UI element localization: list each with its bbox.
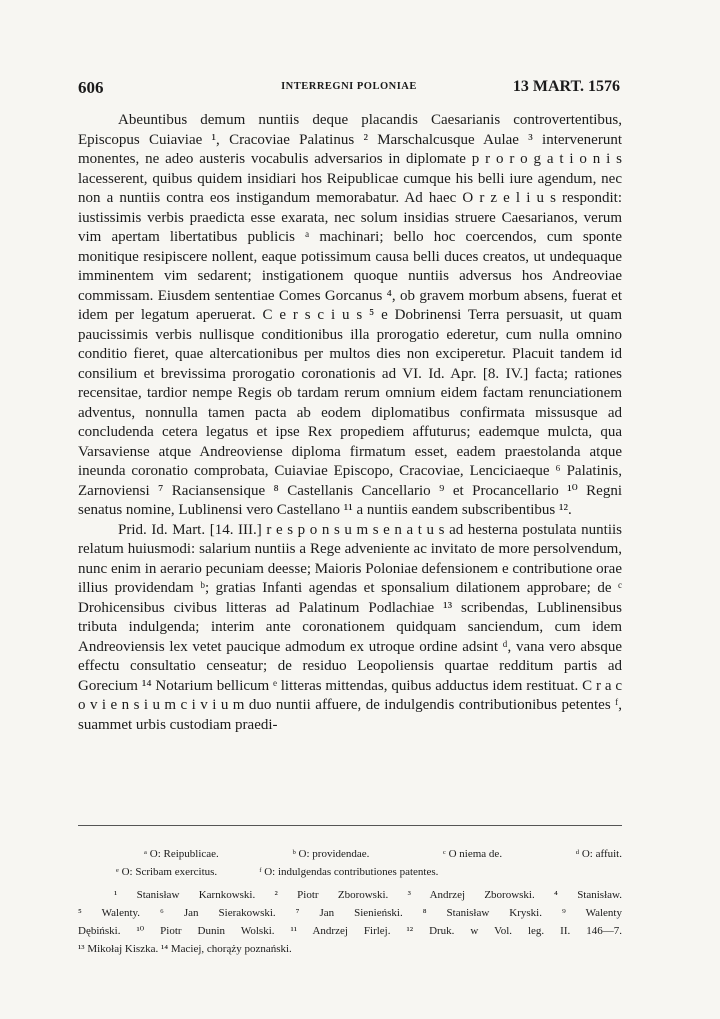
note-e: ᵉ O: Scribam exercitus. xyxy=(116,866,218,878)
note-b: ᵇ O: providendae. xyxy=(292,848,370,860)
footnote-line: Dębiński. ¹⁰ Piotr Dunin Wolski. ¹¹ Andrzej Firlej. ¹² Druk. w Vol. leg. II. 146—7. xyxy=(78,925,622,937)
identification-notes xyxy=(78,886,622,958)
textual-notes-row xyxy=(96,845,622,863)
paragraph-2: Prid. Id. Mart. [14. III.] r e s p o n s u m s e n a t u s ad hesterna postulata nuntiis relatum huiusmodi: salarium nuntiis a Rege adveniente ac invitato de more persolvendum, nunc enim in aerario pecuniam deesse; Maioris Poloniae defensionem e contributione orae illius providendam ᵇ; gratias Infanti agendas et sponsalium dilationem approbare; de ᶜ Drohicensibus civibus litteras ad Palatinum Podlachiae ¹³ scribendas, Lublinensibus tributa indulgenda; interim ante coronationem quidquam sanciendum, cum idem Andreoviensis lex vetet paucique admodum ex utroque ordine adsint ᵈ, vana vero absque effectu consultatio censeatur; de residuo Leopoliensis quartae redditum partis ad Gorecium ¹⁴ Notarium bellicum ᵉ litteras mittendas, quibus adductus idem restituat. C r a c o v i e n s i u m c i v i u m duo nuntii affuere, de indulgendis contributionibus petentes ᶠ, suammet urbis custodiam praedi- xyxy=(78,521,622,733)
footnote-line: ⁵ Walenty. ⁶ Jan Sierakowski. ⁷ Jan Sienieński. ⁸ Stanisław Kryski. ⁹ Walenty xyxy=(78,907,622,919)
note-d: ᵈ O: affuit. xyxy=(575,848,622,860)
footnote-divider xyxy=(78,825,622,826)
footnote-line: ¹ Stanisław Karnkowski. ² Piotr Zborowski. ³ Andrzej Zborowski. ⁴ Stanisław. xyxy=(114,889,622,901)
header-date: 13 MART. 1576 xyxy=(512,78,620,95)
footnote-line: ¹³ Mikołaj Kiszka. ¹⁴ Maciej, chorąży poznański. xyxy=(78,943,292,955)
note-f: ᶠ O: indulgendas contributiones patentes. xyxy=(259,866,439,878)
note-a: ᵃ O: Reipublicae. xyxy=(144,848,219,860)
paragraph-1: Abeuntibus demum nuntiis deque placandis Caesarianis controvertentibus, Episcopus Cuiaviae ¹, Cracoviae Palatinus ² Marschalcusque Aulae ³ intervenerunt monentes, ne adeo austeris vocabulis adversarios in diplomate p r o r o g a t i o n i s lacesserent, quibus quidem insidiari hos Reipublicae cumque his belli iure agendum, nec non a nuntiis contra eos instigandum memorabatur. Ad haec O r z e l i u s respondit: iustissimis verbis praedicta esse exarata, nec solum insidias struere Caesarianos, verum vim apertam libertatibus publicis ᵃ machinari; bello hoc coercendos, cum sponte monitique resipiscere nollent, eaque potissimum causa belli duces creatos, ut undequaque imminentem vim sedarent; instigationem quoque nuntiis adversus hos Andreoviae commissam. Eiusdem sententiae Comes Gorcanus ⁴, ob gravem morbum absens, fuerat et idem per legatum aperuerat. C e r s c i u s ⁵ e Dobrinensi Terra persuasit, ut quam paucissimis verbis nullisque conditionibus illa prorogatio ederetur, cum nulla omnino conditio fieret, quae altercationibus per multos dies non exciperetur. Placuit tandem id consilium et brevissima prorogatio coronationis ad VI. Id. Apr. [8. IV.] facta; rationes recensitae, tardior nempe Regis ob tardam rerum omnium eidem factam renunciationem adventus, nonnulla tamen pacta ab eodem diplomatibus confirmata missusque ad concludenda cetera legatus et ipse Rex propediem affuturus; eademque mulcta, qua Varsaviense atque Andreoviense diploma firmatum esset, eadem praestolanda atque ineunda coronatio comprobata, Cuiaviae Episcopo, Cracoviae, Lenciciaeque ⁶ Palatinis, Zarnoviensi ⁷ Raciansensique ⁸ Castellanis Cancellario ⁹ et Procancellario ¹⁰ Regni senatus nomine, Lublinensi vero Castellano ¹¹ a nuntiis eandem subscribentibus ¹². xyxy=(78,112,622,518)
running-title: INTERREGNI POLONIAE xyxy=(281,81,417,92)
page-header xyxy=(78,78,620,100)
note-c: ᶜ O niema de. xyxy=(443,848,503,860)
textual-notes-row xyxy=(96,863,622,881)
page-number: 606 xyxy=(78,78,104,97)
main-text xyxy=(78,111,622,735)
textual-notes xyxy=(96,845,622,881)
